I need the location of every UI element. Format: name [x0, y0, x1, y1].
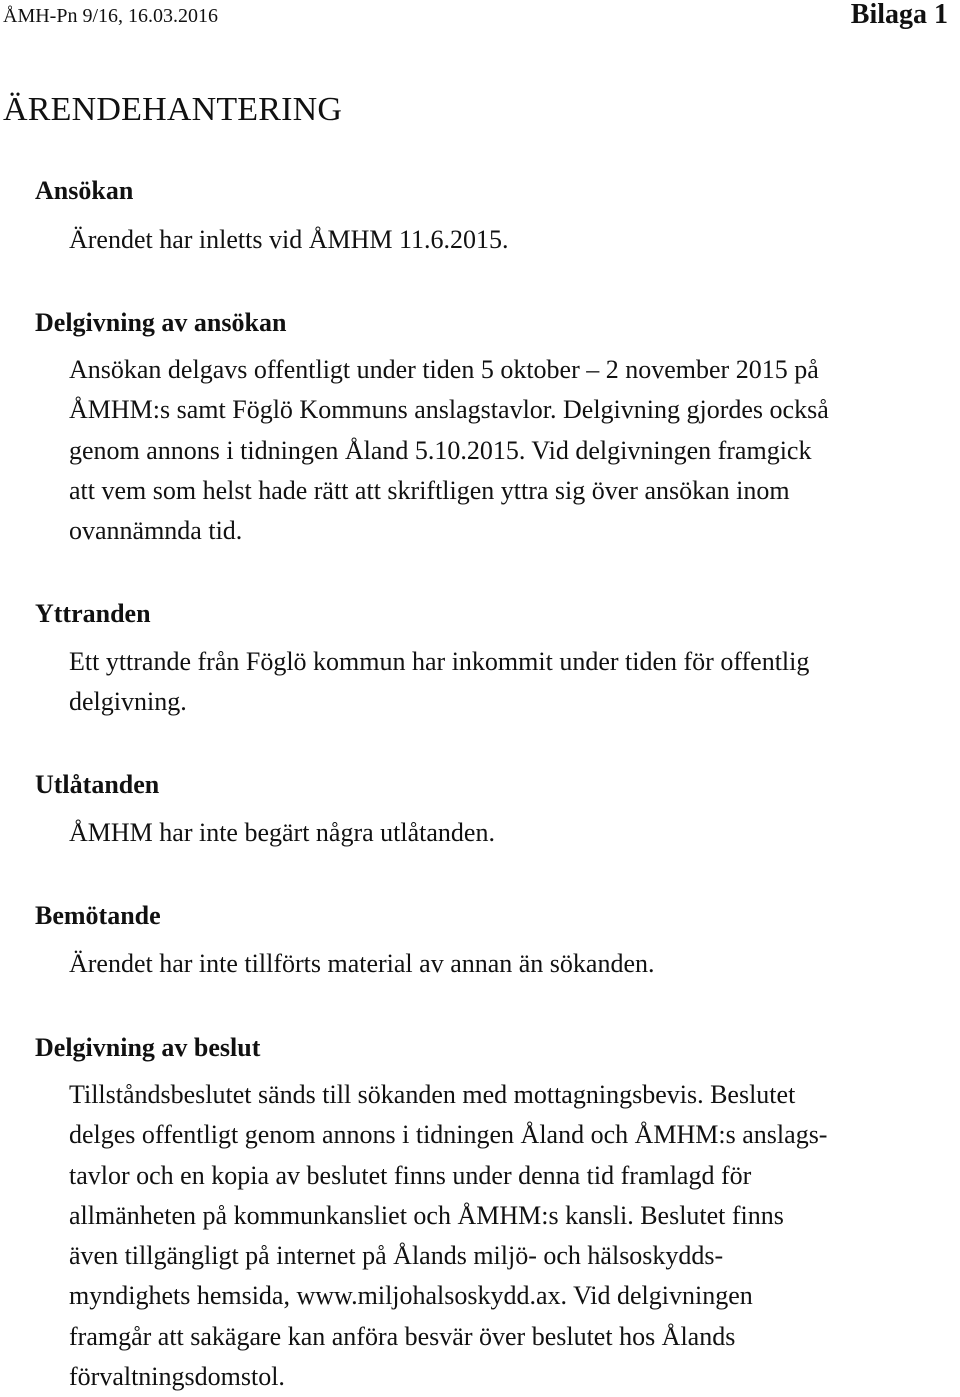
section-heading-delgivning-ansokan: Delgivning av ansökan [35, 308, 287, 337]
paragraph-line: Ansökan delgavs offentligt under tiden 5 oktober – 2 november 2015 på [69, 355, 819, 384]
paragraph-line: ÅMHM har inte begärt några utlåtanden. [69, 818, 495, 847]
section-heading-yttranden: Yttranden [35, 599, 151, 628]
annex-label: Bilaga 1 [850, 0, 948, 30]
paragraph-line: Ärendet har inletts vid ÅMHM 11.6.2015. [69, 225, 509, 254]
paragraph-line: ÅMHM:s samt Föglö Kommuns anslagstavlor. Delgivning gjordes också [69, 395, 829, 425]
paragraph-line: även tillgängligt på internet på Ålands miljö- och hälsoskydds- [69, 1241, 724, 1271]
paragraph-line: Ärendet har inte tillförts material av annan än sökanden. [69, 949, 655, 978]
paragraph-line: att vem som helst hade rätt att skriftligen yttra sig över ansökan inom [69, 475, 790, 505]
paragraph-line: allmänheten på kommunkansliet och ÅMHM:s kansli. Beslutet finns [69, 1200, 784, 1230]
paragraph-line: delges offentligt genom annons i tidningen Åland och ÅMHM:s anslags- [69, 1120, 828, 1150]
section-body-yttranden [69, 642, 949, 723]
paragraph-line: Ett yttrande från Föglö kommun har inkommit under tiden för offentlig [69, 647, 810, 676]
section-body-bemotande [69, 944, 949, 984]
paragraph-line: myndighets hemsida, www.miljohalsoskydd.ax. Vid delgivningen [69, 1281, 753, 1311]
paragraph-line: Tillståndsbeslutet sänds till sökanden med mottagningsbevis. Beslutet [69, 1080, 796, 1109]
section-body-ansokan [69, 220, 949, 260]
section-heading-utlatanden: Utlåtanden [35, 770, 160, 799]
paragraph-line: förvaltningsdomstol. [69, 1362, 285, 1392]
section-body-utlatanden [69, 813, 949, 853]
paragraph-line: tavlor och en kopia av beslutet finns under denna tid framlagd för [69, 1160, 752, 1190]
paragraph-line: ovannämnda tid. [69, 516, 243, 546]
paragraph-line: genom annons i tidningen Åland 5.10.2015. Vid delgivningen framgick [69, 435, 812, 465]
paragraph-line: framgår att sakägare kan anföra besvär över beslutet hos Ålands [69, 1321, 736, 1351]
section-body-delgivning-beslut [69, 1075, 949, 1397]
paragraph-line: delgivning. [69, 687, 187, 717]
section-body-delgivning-ansokan [69, 350, 949, 551]
document-title: ÄRENDEHANTERING [3, 91, 343, 128]
section-heading-delgivning-beslut: Delgivning av beslut [35, 1033, 261, 1062]
section-heading-ansokan: Ansökan [35, 176, 134, 205]
document-reference: ÅMH-Pn 9/16, 16.03.2016 [3, 5, 219, 27]
section-heading-bemotande: Bemötande [35, 901, 161, 930]
